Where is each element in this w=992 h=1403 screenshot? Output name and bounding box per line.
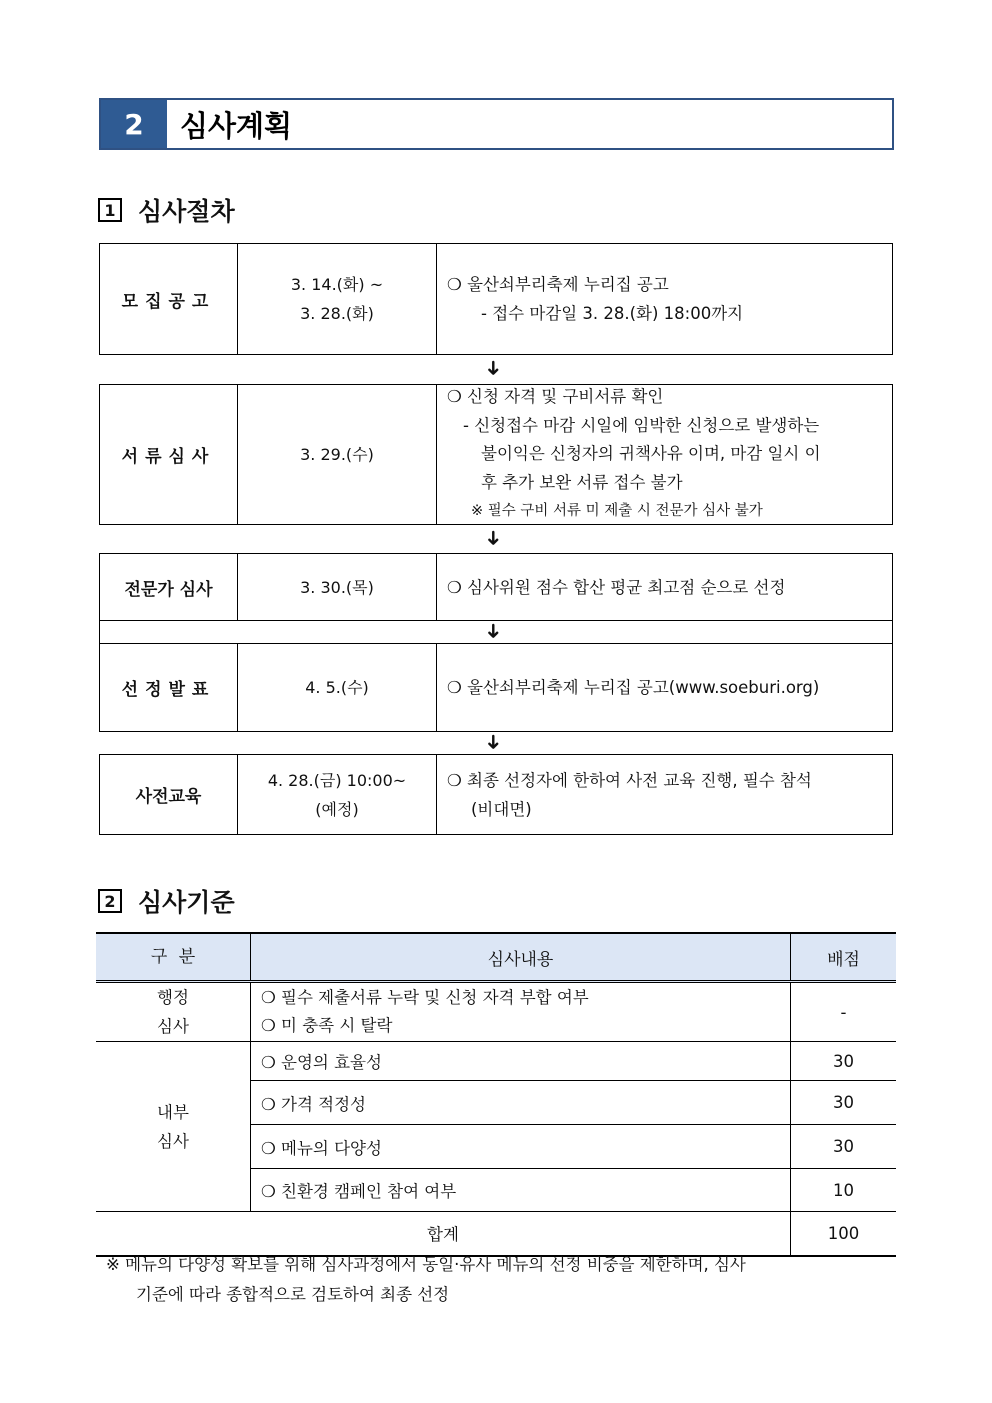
stage-content bbox=[437, 554, 892, 620]
content-line: 후 추가 보완 서류 접수 불가 bbox=[481, 472, 683, 492]
content-line: ❍ 울산쇠부리축제 누리집 공고 bbox=[447, 275, 669, 294]
stage-date bbox=[238, 644, 437, 731]
date-line: 4. 28.(금) 10:00~ bbox=[267, 770, 407, 790]
note-line: 기준에 따라 종합적으로 검토하여 최종 선정 bbox=[136, 1285, 450, 1304]
admin-items bbox=[251, 982, 791, 1042]
total-row bbox=[96, 1212, 896, 1256]
category-line: 내부 bbox=[157, 1102, 189, 1122]
category-line: 심사 bbox=[157, 1017, 189, 1036]
procedure-row-recruit bbox=[99, 243, 893, 355]
stage-label: 사전교육 bbox=[100, 755, 238, 834]
total-score: 100 bbox=[791, 1212, 897, 1256]
stage-content bbox=[437, 385, 892, 524]
stage-label: 전문가 심사 bbox=[100, 554, 238, 620]
header-score: 배점 bbox=[791, 933, 897, 982]
content-line: ❍ 최종 선정자에 한하여 사전 교육 진행, 필수 참석 bbox=[447, 770, 812, 790]
criteria-item: ❍ 가격 적정성 bbox=[251, 1081, 791, 1125]
criteria-heading bbox=[98, 883, 235, 919]
stage-label: 서류심사 bbox=[100, 385, 238, 524]
score-cell: 30 bbox=[791, 1081, 897, 1125]
category-admin bbox=[96, 982, 251, 1042]
stage-date bbox=[238, 244, 437, 354]
arrow-down-icon: ➜ bbox=[482, 529, 506, 547]
stage-date bbox=[238, 385, 437, 524]
date-line: 3. 14.(화) ~ bbox=[290, 275, 384, 294]
criteria-box-number: 2 bbox=[98, 889, 122, 913]
stage-content bbox=[437, 244, 892, 354]
content-line: (비대면) bbox=[471, 799, 532, 819]
criteria-item: ❍ 친환경 캠페인 참여 여부 bbox=[251, 1169, 791, 1212]
criteria-title: 심사기준 bbox=[138, 888, 235, 917]
procedure-box-number: 1 bbox=[98, 198, 122, 222]
date-line: 4. 5.(수) bbox=[305, 678, 369, 697]
stage-date bbox=[238, 755, 437, 834]
stage-content bbox=[437, 644, 892, 731]
criteria-item: ❍ 운영의 효율성 bbox=[251, 1042, 791, 1081]
date-line: 3. 29.(수) bbox=[300, 445, 374, 464]
section-title: 심사계획 bbox=[180, 108, 293, 143]
note-line: ※ 메뉴의 다양성 확보를 위해 심사과정에서 동일·유사 메뉴의 선정 비중을 제한하며, 심사 bbox=[106, 1255, 746, 1274]
stage-label: 선정발표 bbox=[100, 644, 238, 731]
stage-content bbox=[437, 755, 892, 834]
header-category: 구 분 bbox=[96, 933, 251, 982]
procedure-row-documents bbox=[99, 384, 893, 525]
table-row bbox=[96, 982, 896, 1042]
date-line: 3. 30.(목) bbox=[300, 577, 374, 597]
category-line: 심사 bbox=[157, 1131, 189, 1151]
total-label: 합계 bbox=[96, 1212, 791, 1256]
category-internal bbox=[96, 1042, 251, 1212]
footnote bbox=[106, 1250, 886, 1310]
header-content: 심사내용 bbox=[251, 933, 791, 982]
content-line: - 신청접수 마감 시일에 임박한 신청으로 발생하는 bbox=[463, 415, 820, 435]
procedure-row-announce bbox=[99, 643, 893, 732]
date-line: 3. 28.(화) bbox=[300, 304, 374, 323]
content-note: ※ 필수 구비 서류 미 제출 시 전문가 심사 불가 bbox=[471, 503, 763, 520]
criteria-item: ❍ 메뉴의 다양성 bbox=[251, 1125, 791, 1169]
procedure-row-education bbox=[99, 754, 893, 835]
criteria-table bbox=[96, 932, 896, 1257]
content-line: ❍ 신청 자격 및 구비서류 확인 bbox=[447, 387, 664, 407]
procedure-heading bbox=[98, 192, 235, 228]
score-cell: 30 bbox=[791, 1125, 897, 1169]
stage-date bbox=[238, 554, 437, 620]
procedure-title: 심사절차 bbox=[138, 197, 235, 226]
section-number: 2 bbox=[101, 100, 167, 148]
arrow-down-icon: ➜ bbox=[482, 359, 506, 377]
procedure-row-expert bbox=[99, 553, 893, 621]
table-row bbox=[96, 1042, 896, 1081]
score-cell: 30 bbox=[791, 1042, 897, 1081]
score-cell: 10 bbox=[791, 1169, 897, 1212]
criteria-item: ❍ 필수 제출서류 누락 및 신청 자격 부합 여부 bbox=[261, 988, 589, 1007]
stage-label: 모집공고 bbox=[100, 244, 238, 354]
content-line: - 접수 마감일 3. 28.(화) 18:00까지 bbox=[481, 304, 744, 323]
category-line: 행정 bbox=[157, 988, 189, 1007]
arrow-down-icon: ➜ bbox=[482, 622, 506, 640]
content-line: ❍ 심사위원 점수 합산 평균 최고점 순으로 선정 bbox=[447, 577, 786, 597]
section-banner bbox=[99, 98, 894, 150]
content-line: 불이익은 신청자의 귀책사유 이며, 마감 일시 이 bbox=[481, 444, 821, 464]
date-line: (예정) bbox=[315, 799, 359, 819]
arrow-down-icon: ➜ bbox=[482, 733, 506, 751]
score-cell: - bbox=[791, 982, 897, 1042]
content-line: ❍ 울산쇠부리축제 누리집 공고(www.soeburi.org) bbox=[447, 678, 820, 697]
criteria-item: ❍ 미 충족 시 탈락 bbox=[261, 1016, 393, 1035]
